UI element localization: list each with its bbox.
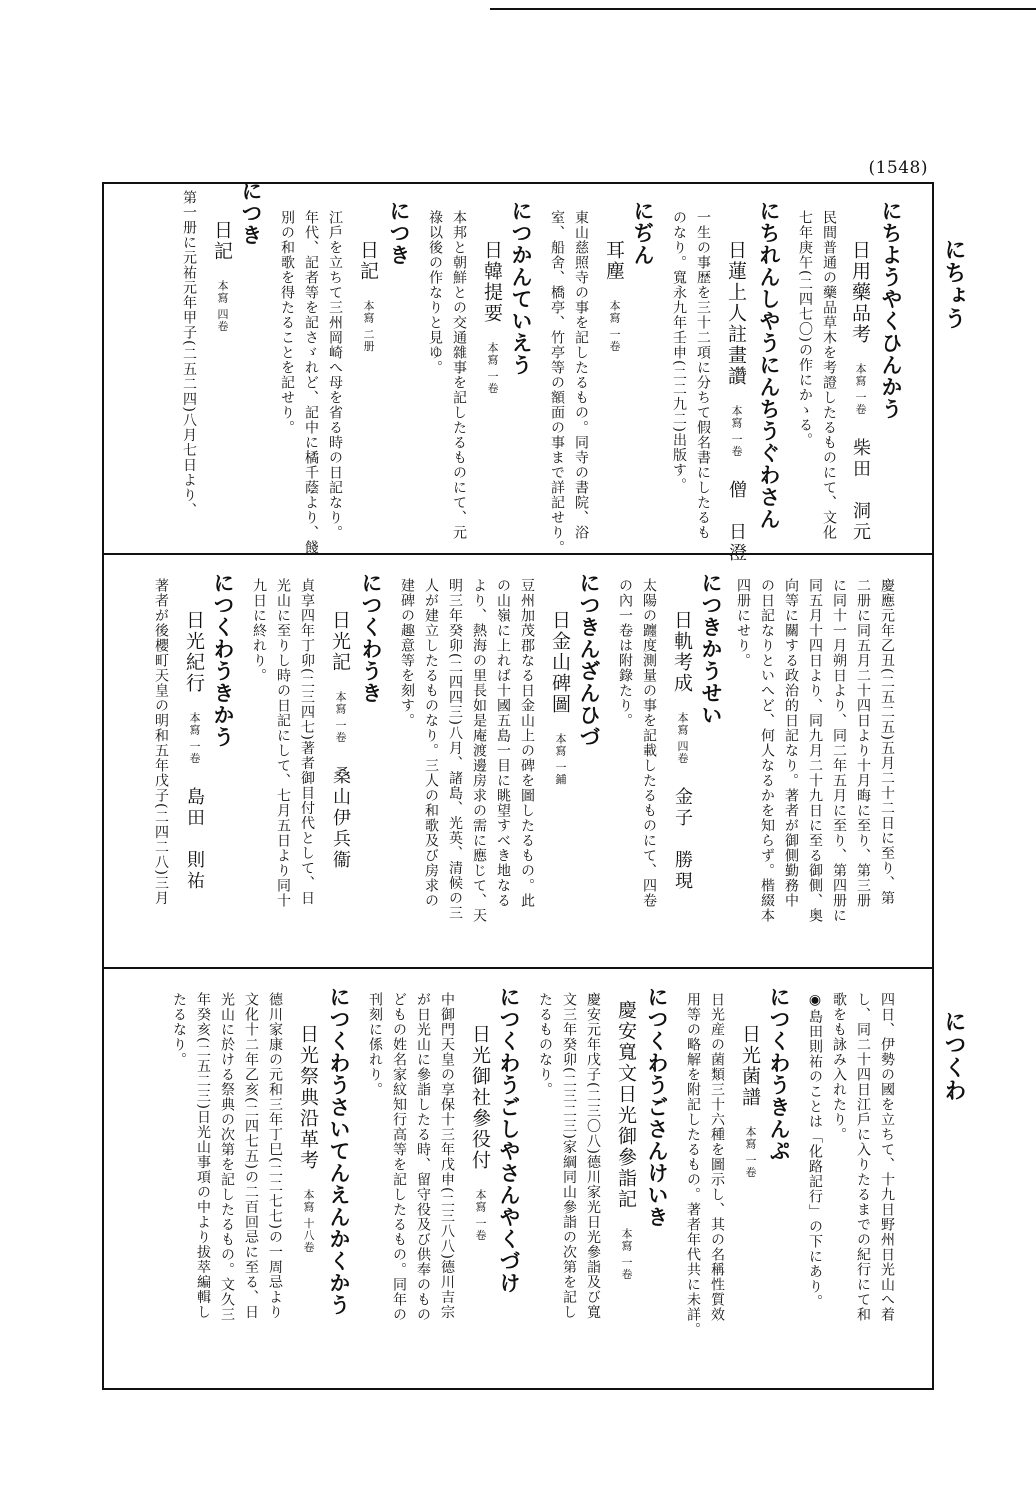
entry-title-label: 日記	[211, 220, 233, 262]
author-name: 僧 日澄	[726, 479, 747, 564]
entry-text-label: 第一册に元祐元年甲子(二五二四)八月七日より、	[181, 190, 197, 518]
entry-text	[452, 210, 466, 540]
volume-count: 本寫 一卷	[744, 1126, 757, 1179]
entry-headword	[388, 200, 409, 266]
guide-word	[942, 1010, 964, 1102]
entry-text	[392, 992, 406, 1322]
volume-count: 本寫 一卷	[334, 691, 347, 744]
entry-headword	[758, 200, 779, 530]
entry-headword	[880, 200, 901, 420]
entry-text-label: 七年庚午(二四七〇)の作にかゝる。	[797, 210, 813, 448]
entry-headword-label: につくわうきんぷ	[767, 986, 791, 1162]
volume-count: 本寫 一卷	[620, 1228, 633, 1281]
entry-text	[244, 992, 258, 1320]
entry-text	[428, 210, 442, 375]
entry-text	[808, 578, 822, 923]
entry-title	[604, 240, 623, 353]
entry-text-label: 文化十二年乙亥(二四七五)の二百回忌に至る、日	[243, 992, 259, 1320]
volume-count: 本寫 二册	[362, 300, 375, 353]
entry-title-label: 日韓提要	[481, 240, 503, 324]
entry-text-label: 德川家康の元和三年丁巳(二二七七)の一周忌より	[267, 992, 283, 1320]
section-divider	[102, 967, 934, 969]
entry-text	[574, 210, 588, 540]
entry-headword-label: につき	[239, 180, 263, 246]
entry-text	[808, 992, 822, 1309]
entry-text-label: 年代、記者等を記さゞれど、記中に橘千蔭より、餞	[303, 210, 319, 555]
entry-title-label: 日光記	[329, 610, 351, 673]
entry-title	[740, 1024, 759, 1179]
entry-headword-label: につくわうきかう	[211, 572, 235, 748]
author-name: 桑山伊兵衞	[330, 765, 351, 871]
entry-title-label: 日軌考成	[671, 610, 693, 694]
volume-count: 本寫 一鋪	[554, 733, 567, 786]
entry-text-label: 室、船舍、橋亭、竹亭等の額面の事まで詳記せり。	[549, 210, 565, 555]
volume-count: 本寫 一卷	[854, 363, 867, 416]
entry-text	[798, 210, 812, 448]
entry-text	[562, 992, 576, 1320]
entry-text-label: が日光山に參詣したる時、留守役及び供奉のもの	[415, 992, 431, 1322]
entry-headword-label: につくわうごしやさんやくづけ	[497, 986, 521, 1294]
entry-text	[424, 578, 438, 908]
page-number: (1548)	[868, 158, 928, 178]
entry-text-label: 同五月十四日より、同九月二十九日に至る御側、奥	[807, 578, 823, 923]
entry-text-label: 中御門天皇の享保十三年戊申(二三八八)德川吉宗	[439, 992, 455, 1320]
entry-text	[304, 210, 318, 555]
entry-text	[822, 210, 836, 540]
entry-title-label: 慶安寬文日光御參詣記	[615, 1000, 637, 1210]
entry-text	[520, 578, 534, 908]
entry-headword	[510, 200, 531, 376]
entry-text-label: 一生の事歴を三十二項に分ちて假名書にしたるも	[695, 210, 711, 540]
entry-text	[686, 992, 700, 1337]
entry-text	[268, 992, 282, 1320]
entry-title-label: 日光祭典沿革考	[297, 1024, 319, 1171]
entry-text-label: の內一卷は附錄たり。	[617, 578, 633, 728]
entry-text-label: 慶應元年乙丑(二五二五)五月二十二日に至り、第	[879, 578, 895, 906]
entry-text	[400, 578, 414, 728]
entry-title	[470, 1024, 489, 1242]
entry-text-label: どもの姓名家紋知行高等を記したるもの。同年の	[391, 992, 407, 1322]
author-name: 金子 勝現	[672, 786, 693, 892]
entry-text	[696, 210, 710, 540]
entry-headword	[646, 986, 667, 1228]
entry-text	[618, 578, 632, 728]
entry-title	[482, 240, 501, 395]
entry-headword	[360, 572, 381, 704]
entry-text-label: 歌をも詠み入れたり。	[831, 992, 847, 1142]
entry-text	[880, 578, 894, 906]
entry-text-label: 四日、伊勢の國を立ちて、十九日野州日光山へ着	[879, 992, 895, 1322]
entry-text	[472, 578, 486, 923]
entry-title-label: 耳塵	[603, 240, 625, 282]
entry-headword	[700, 572, 721, 726]
entry-text	[172, 992, 186, 1067]
entry-text-label: 四册にせり。	[735, 578, 751, 668]
entry-text-label: 日光産の菌類三十六種を圖示し、其の名稱性質效	[709, 992, 725, 1322]
volume-count: 本寫 四卷	[216, 280, 229, 333]
entry-title	[550, 610, 569, 786]
entry-title	[212, 220, 231, 333]
entry-title-label: 日記	[357, 240, 379, 282]
entry-text	[182, 190, 196, 518]
entry-text-label: に同十一月朔日より、同二年五月に至り、第四册に	[831, 578, 847, 923]
guide-word-label: にちょう	[941, 238, 966, 330]
entry-text-label: 光山に於ける祭典の次第を記したるもの。文久三	[219, 992, 235, 1322]
entry-title	[850, 240, 869, 543]
entry-text	[280, 210, 294, 435]
entry-title	[672, 610, 691, 892]
entry-text-label: 著者が後櫻町天皇の明和五年戊子(二四二八)三月	[153, 578, 169, 906]
entry-text	[328, 210, 342, 540]
entry-title-label: 日光御社參役付	[469, 1024, 491, 1171]
entry-text-label: たるなり。	[171, 992, 187, 1067]
entry-text	[448, 578, 462, 921]
entry-headword-label: につくわうさいてんえんかくかう	[327, 986, 351, 1316]
entry-title-label: 日金山碑圖	[549, 610, 571, 715]
entry-headword	[768, 986, 789, 1162]
entry-headword-label: にぢん	[631, 200, 655, 266]
entry-text-label: 光山に至りし時の日記にして、七月五日より同十	[275, 578, 291, 908]
entry-text-label: より、熱海の里長如是庵渡邊房求の需に應じて、天	[471, 578, 487, 923]
author-name: 島田 則祐	[184, 786, 205, 892]
entry-text	[196, 992, 210, 1320]
entry-text-label: 江戶を立ちて三州岡崎へ母を省る時の日記なり。	[327, 210, 343, 540]
entry-headword-label: につきんざんひづ	[577, 572, 601, 748]
entry-text	[760, 578, 774, 923]
entry-text	[252, 578, 266, 683]
entry-headword-label: にちれんしやうにんちうぐわさん	[757, 200, 781, 530]
entry-text	[784, 578, 798, 908]
entry-title	[358, 240, 377, 353]
entry-title	[184, 610, 203, 892]
top-rule	[490, 0, 1036, 10]
entry-text-label: 二册に同五月二十四日より十月晦に至り、第三册	[855, 578, 871, 908]
entry-title-label: 日蓮上人註畫讚	[725, 240, 747, 387]
entry-text	[710, 992, 724, 1322]
entry-text-label: 民間普通の藥品草木を考證したるものにて、文化	[821, 210, 837, 540]
volume-count: 本寫 一卷	[486, 342, 499, 395]
entry-text-label: 慶安元年戊子(二三〇八)德川家光日光參詣及び寬	[585, 992, 601, 1320]
entry-text-label: 建碑の趣意等を刻す。	[399, 578, 415, 728]
entry-title	[330, 610, 349, 871]
volume-count: 本寫 一卷	[730, 405, 743, 458]
entry-title-label: 日光紀行	[183, 610, 205, 694]
entry-text-label: たるものなり。	[537, 992, 553, 1097]
entry-headword-label: にちようやくひんかう	[879, 200, 903, 420]
entry-title-label: 日光菌譜	[739, 1024, 761, 1108]
entry-title	[726, 240, 745, 564]
entry-headword-label: につき	[387, 200, 411, 266]
entry-headword	[240, 180, 261, 246]
entry-text-label: 向等に關する政治的日記なり。著者が御側勤務中	[783, 578, 799, 908]
entry-headword	[328, 986, 349, 1316]
entry-text	[550, 210, 564, 555]
entry-text	[440, 992, 454, 1320]
entry-headword-label: につくわうごさんけいき	[645, 986, 669, 1228]
entry-text-label: 人が建立したるものなり。三人の和歌及び房求の	[423, 578, 439, 908]
entry-text-label: 刊刻に係れり。	[367, 992, 383, 1097]
entry-text	[300, 578, 314, 906]
entry-text-label: 用等の略解を附記したるもの。著者年代共に未詳。	[685, 992, 701, 1337]
entry-text	[736, 578, 750, 668]
entry-title	[616, 1000, 635, 1281]
entry-text-label: 貞享四年丁卯(二三四七)著者御目付代として、日	[299, 578, 315, 906]
entry-text-label: し、同二十四日江戶に入りたるまでの紀行にて和	[855, 992, 871, 1322]
entry-text	[368, 992, 382, 1097]
author-name: 柴田 洞元	[850, 437, 871, 543]
entry-headword-label: につきかうせい	[699, 572, 723, 726]
entry-text	[642, 578, 656, 908]
entry-text-label: 太陽の躔度測量の事を記載したるものにて、四卷	[641, 578, 657, 908]
entry-title-label: 日用藥品考	[849, 240, 871, 345]
entry-headword	[212, 572, 233, 748]
entry-text	[672, 210, 686, 493]
entry-text	[220, 992, 234, 1322]
entry-text	[832, 992, 846, 1142]
entry-text-label: 明三年癸卯(二四四三)八月、諸島、光英、清候の三	[447, 578, 463, 921]
volume-count: 本寫 一卷	[474, 1189, 487, 1242]
entry-text-label: のなり。寬永九年壬申(二二九二)出版す。	[671, 210, 687, 493]
entry-text-label: 豆州加茂郡なる日金山上の碑を圖したるもの。此	[519, 578, 535, 908]
volume-count: 本寫 四卷	[676, 712, 689, 765]
volume-count: 本寫 一卷	[188, 712, 201, 765]
entry-text-label: 別の和歌を得たることを記せり。	[279, 210, 295, 435]
entry-text	[856, 992, 870, 1322]
entry-text	[856, 578, 870, 908]
entry-text	[496, 578, 510, 908]
entry-headword	[578, 572, 599, 748]
entry-text	[586, 992, 600, 1320]
entry-headword-label: につくわうき	[359, 572, 383, 704]
guide-word	[942, 238, 964, 330]
entry-text-label: 本邦と朝鮮との交通雜事を記したるものにて、元	[451, 210, 467, 540]
entry-text-label: の山嶺に上れば十國五島一目に眺望すべき地なる	[495, 578, 511, 908]
entry-headword-label: につかんていえう	[509, 200, 533, 376]
entry-text	[416, 992, 430, 1322]
volume-count: 本寫 一卷	[608, 300, 621, 353]
entry-text	[538, 992, 552, 1097]
entry-title	[298, 1024, 317, 1254]
entry-text	[276, 578, 290, 908]
entry-text-label: 九日に終れり。	[251, 578, 267, 683]
guide-word-label: につくわ	[941, 1010, 966, 1102]
entry-text	[154, 578, 168, 906]
section-divider	[102, 553, 934, 555]
entry-text	[832, 578, 846, 923]
entry-headword	[498, 986, 519, 1294]
entry-text-label: 祿以後の作なりと見ゆ。	[427, 210, 443, 375]
entry-text-label: ◉島田則祐のことは「化路記行」の下にあり。	[807, 992, 823, 1309]
entry-text-label: 東山慈照寺の事を記したるもの。同寺の書院、浴	[573, 210, 589, 540]
volume-count: 本寫 十八卷	[302, 1189, 315, 1254]
entry-text-label: 年癸亥(二五二三)日光山事項の中より拔萃編輯し	[195, 992, 211, 1320]
entry-headword	[632, 200, 653, 266]
entry-text-label: の日記なりといへど、何人なるかを知らず。楷綴本	[759, 578, 775, 923]
entry-text-label: 文三年癸卯(二三二三)家綱同山參詣の次第を記し	[561, 992, 577, 1320]
entry-text	[880, 992, 894, 1322]
